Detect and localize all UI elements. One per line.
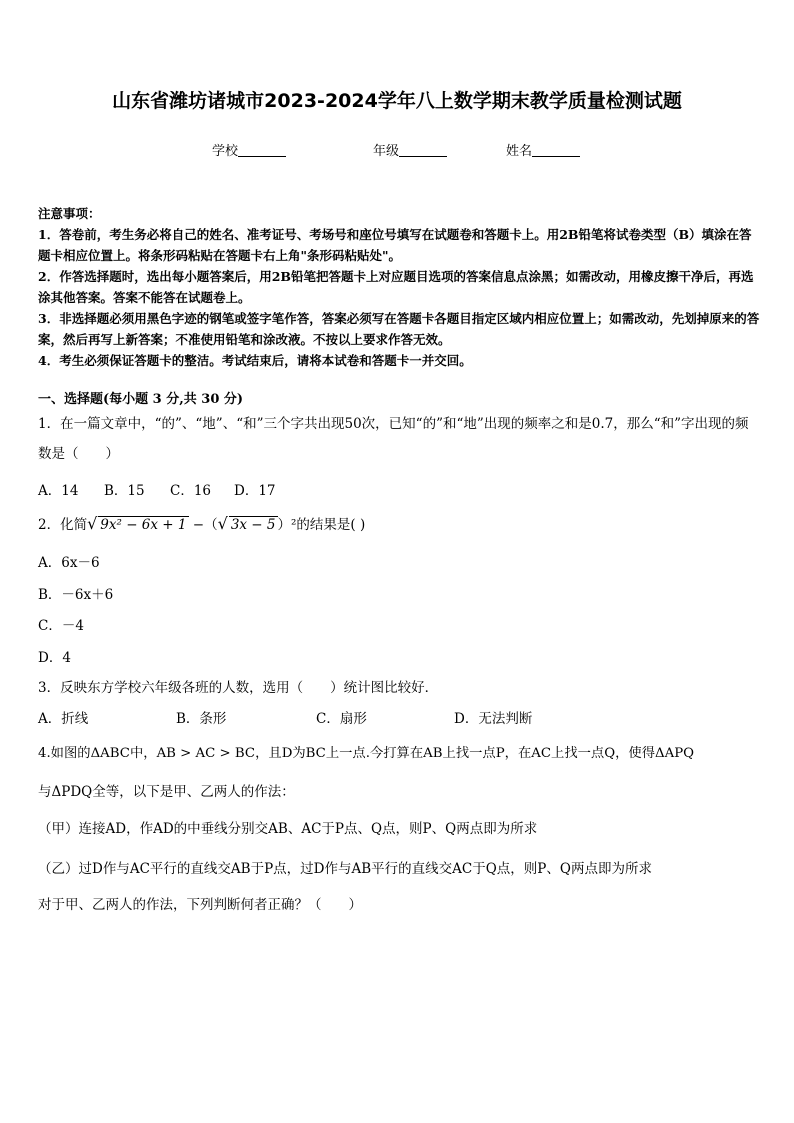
notes-block [38,203,760,371]
q2-radicand-2: 3x − 5 [230,517,276,533]
section-heading: 一、选择题(每小题 3 分,共 30 分) [38,392,244,407]
q2-prefix: 2．化简 [38,517,88,533]
option-c: C．扇形 [316,711,367,727]
q2-radicand-1: 9x² − 6x + 1 [100,517,187,533]
grade-label: 年级 [373,144,400,159]
question-2-option-a: A．6x－6 [38,555,100,571]
school-label: 学校 [212,144,239,159]
radical-sign-icon: √ [217,514,228,533]
option-b: B．15 [104,483,145,499]
notes-heading: 注意事项： [38,206,101,221]
radical-sign-icon: √ [87,514,98,533]
school-field [212,140,286,159]
q2-suffix: ）²的结果是( ) [277,517,366,533]
question-1-text: 1．在一篇文章中，“的”、“地”、“和”三个字共出现50次，已知“的”和“地”出现的频率之和是0.7，那么“和”字出现的频数是（ ） [38,416,749,462]
question-4-line-1: 4.如图的ΔABC中，AB > AC > BC，且D为BC上一点.今打算在AB上找一点P，在AC上找一点Q，使得ΔAPQ [38,746,695,761]
question-4-method-jia: （甲）连接AD，作AD的中垂线分别交AB、AC于P点、Q点，则P、Q两点即为所求 [38,821,538,837]
school-blank [238,144,286,157]
question-2-option-c: C．－4 [38,618,84,634]
question-2-text [38,513,365,533]
question-3-text: 3．反映东方学校六年级各班的人数，选用（ ）统计图比较好． [38,680,439,696]
grade-field [373,140,447,159]
name-field [506,140,580,159]
question-1-options [38,479,276,499]
option-d: D．无法判断 [454,711,533,727]
name-blank [532,144,580,157]
question-4-method-yi: （乙）过D作与AC平行的直线交AB于P点，过D作与AB平行的直线交AC于Q点，则P、Q两点即为所求 [38,861,652,877]
question-2-option-b: B．－6x＋6 [38,587,114,603]
option-c: C．16 [170,483,212,499]
option-d: D．17 [234,483,276,499]
note-item: 2．作答选择题时，选出每小题答案后，用2B铅笔把答题卡上对应题目选项的答案信息点涂黑；如需改动，用橡皮擦干净后，再选涂其他答案。答案不能答在试题卷上。 [38,269,754,305]
question-3-options [38,707,532,727]
name-label: 姓名 [506,144,533,159]
page-title: 山东省潍坊诸城市2023-2024学年八上数学期末教学质量检测试题 [112,90,682,112]
note-item: 4．考生必须保证答题卡的整洁。考试结束后，请将本试卷和答题卡一并交回。 [38,353,472,368]
q2-minus: −（ [192,517,218,533]
note-item: 1．答卷前，考生务必将自己的姓名、准考证号、考场号和座位号填写在试题卷和答题卡上。用2B铅笔将试卷类型（B）填涂在答题卡相应位置上。将条形码粘贴在答题卡右上角"条形码粘贴处"。 [38,227,752,263]
question-2-option-d: D．4 [38,650,71,666]
question-4-line-2: 与ΔPDQ全等，以下是甲、乙两人的作法： [38,784,295,800]
option-b: B．条形 [176,711,227,727]
option-a: A．折线 [38,711,89,727]
note-item: 3．非选择题必须用黑色字迹的钢笔或签字笔作答，答案必须写在答题卡各题目指定区域内相应位置上；如需改动，先划掉原来的答案，然后再写上新答案；不准使用铅笔和涂改液。不按以上要求作答无效。 [38,311,760,347]
option-a: A．14 [38,483,79,499]
question-4-ask: 对于甲、乙两人的作法，下列判断何者正确？（ ） [38,897,362,913]
grade-blank [399,144,447,157]
